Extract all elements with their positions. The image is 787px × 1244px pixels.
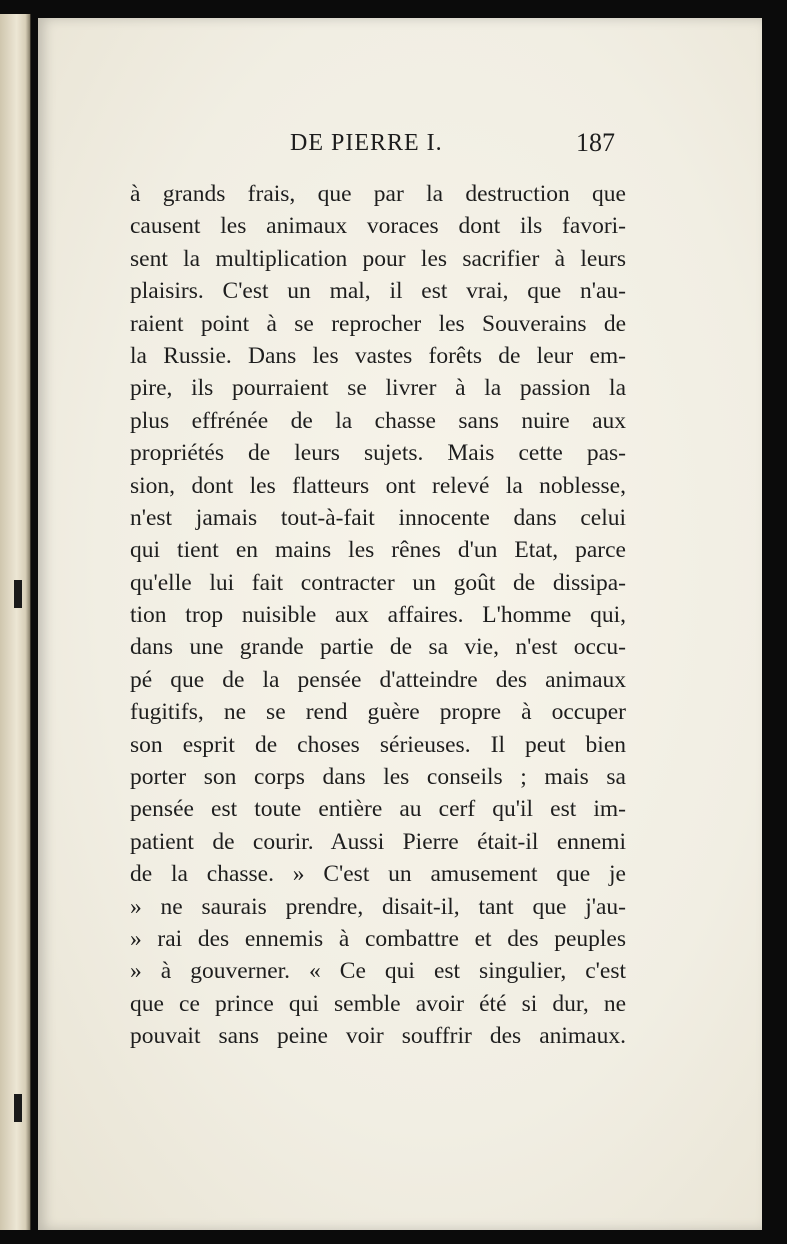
binding-mark (14, 1094, 22, 1122)
text-line: pire, ils pourraient se livrer à la passion la (130, 375, 626, 402)
text-line: pouvait sans peine voir souffrir des animaux. (130, 1023, 626, 1050)
text-line: que ce prince qui semble avoir été si dur, ne (130, 990, 626, 1017)
text-line: tion trop nuisible aux affaires. L'homme qui, (130, 602, 626, 629)
text-line: causent les animaux voraces dont ils favori- (130, 213, 626, 240)
body-text (130, 178, 626, 1053)
text-line: la Russie. Dans les vastes forêts de leur em- (130, 342, 626, 369)
text-line: n'est jamais tout-à-fait innocente dans celui (130, 504, 626, 531)
text-line: sent la multiplication pour les sacrifier à leurs (130, 245, 626, 272)
book-binding-edge (0, 14, 31, 1230)
text-line: qui tient en mains les rênes d'un Etat, parce (130, 537, 626, 564)
text-line: patient de courir. Aussi Pierre était-il ennemi (130, 828, 626, 855)
text-line: dans une grande partie de sa vie, n'est occu- (130, 634, 626, 661)
text-line: fugitifs, ne se rend guère propre à occuper (130, 699, 626, 726)
text-line: à grands frais, que par la destruction que (130, 181, 626, 207)
text-line: » ne saurais prendre, disait-il, tant que j'au- (130, 893, 626, 920)
text-line: plaisirs. C'est un mal, il est vrai, que n'au- (130, 278, 626, 305)
text-line: raient point à se reprocher les Souverains de (130, 310, 626, 337)
text-line: plus effrénée de la chasse sans nuire aux (130, 407, 626, 434)
text-line: qu'elle lui fait contracter un goût de dissipa- (130, 569, 626, 596)
page-header (38, 130, 762, 160)
text-line: pé que de la pensée d'atteindre des animaux (130, 666, 626, 693)
running-head: DE PIERRE I. (290, 130, 443, 156)
page-number: 187 (576, 128, 615, 157)
text-line: pensée est toute entière au cerf qu'il est im- (130, 796, 626, 823)
text-line: » rai des ennemis à combattre et des peuples (130, 925, 626, 952)
text-line: de la chasse. » C'est un amusement que je (130, 861, 626, 888)
binding-mark (14, 580, 22, 608)
text-line: sion, dont les flatteurs ont relevé la noblesse, (130, 472, 626, 499)
text-line: » à gouverner. « Ce qui est singulier, c'est (130, 958, 626, 985)
book-page (38, 18, 762, 1230)
text-line: porter son corps dans les conseils ; mais sa (130, 764, 626, 791)
text-line: propriétés de leurs sujets. Mais cette pas- (130, 440, 626, 467)
text-line: son esprit de choses sérieuses. Il peut bien (130, 731, 626, 758)
